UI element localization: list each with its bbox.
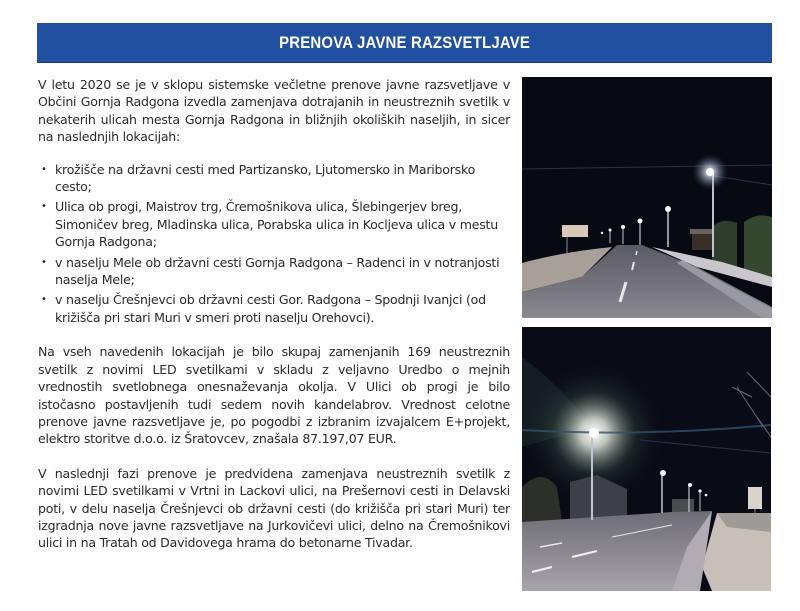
- list-item: • Ulica ob progi, Maistrov trg, Čremošnikova ulica, Šlebingerjev breg, Simoničev breg, Mladinska ulica, Porabska ulica in Kocljeva ulica v mestu Gornja Radgona;: [41, 199, 498, 250]
- list-item: • v naselju Črešnjevci ob državni cesti Gor. Radgona – Spodnji Ivanjci (od križišča pri stari Muri v smeri proti naselju Orehovci).: [41, 292, 486, 325]
- bullet-icon: •: [41, 163, 47, 175]
- next-phase-paragraph: V naslednji fazi prenove je predvidena zamenjava neustreznih svetilk z novimi LED svetilkami v Vrtni in Lackovi ulici, na Prešernovi cesti in Delavski poti, v delu naselja Črešnjevci ob državni cesti (do križišča pri stari Muri) ter izgradnja nove javne razsvetljave na Jurkovičevi ulici, delno na Čremošnikovi ulici in na Tratah od Davidovega hrama do betonarne Tivadar.: [38, 465, 510, 551]
- summary-paragraph: Na vseh navedenih lokacijah je bilo skupaj zamenjanih 169 neustreznih svetilk z novimi LED svetilkami v skladu z veljavno Uredbo o mejnih vrednostih svetlobnega onesnaževanja okolja. V Ulici ob progi je bilo istočasno postavljenih tudi sedem novih kandelabrov. Vrednost celotne prenove javne razsvetljave je, po pogodbi z izbranim izvajalcem E+projekt, elektro storitve d.o.o. iz Šratovcev, znašala 87.197,07 EUR.: [38, 344, 510, 447]
- list-item: • krožišče na državni cesti med Partizansko, Ljutomersko in Mariborsko cesto;: [41, 161, 476, 195]
- streetlight-photo-1: [522, 77, 772, 318]
- intro-paragraph: V letu 2020 se je v sklopu sistemske večletne prenove javne razsvetljave v Občini Gornja Radgona izvedla zamenjava dotrajanih in neustreznih svetilk v nekaterih ulicah mesta Gornja Radgona in bližnjih okoliških naseljih, in sicer na naslednjih lokacijah:: [38, 77, 510, 145]
- page-title: PRENOVA JAVNE RAZSVETLJAVE: [279, 32, 530, 52]
- streetlight-photo-2: [522, 327, 771, 591]
- list-item: • v naselju Mele ob državni cesti Gornja Radgona – Radenci in v notranjosti naselja Mele;: [41, 254, 500, 288]
- title-banner: [37, 23, 772, 63]
- article-body: [38, 76, 510, 552]
- bullet-icon: •: [41, 201, 47, 213]
- bullet-icon: •: [41, 256, 47, 268]
- bullet-icon: •: [41, 294, 47, 306]
- locations-list: [38, 161, 510, 327]
